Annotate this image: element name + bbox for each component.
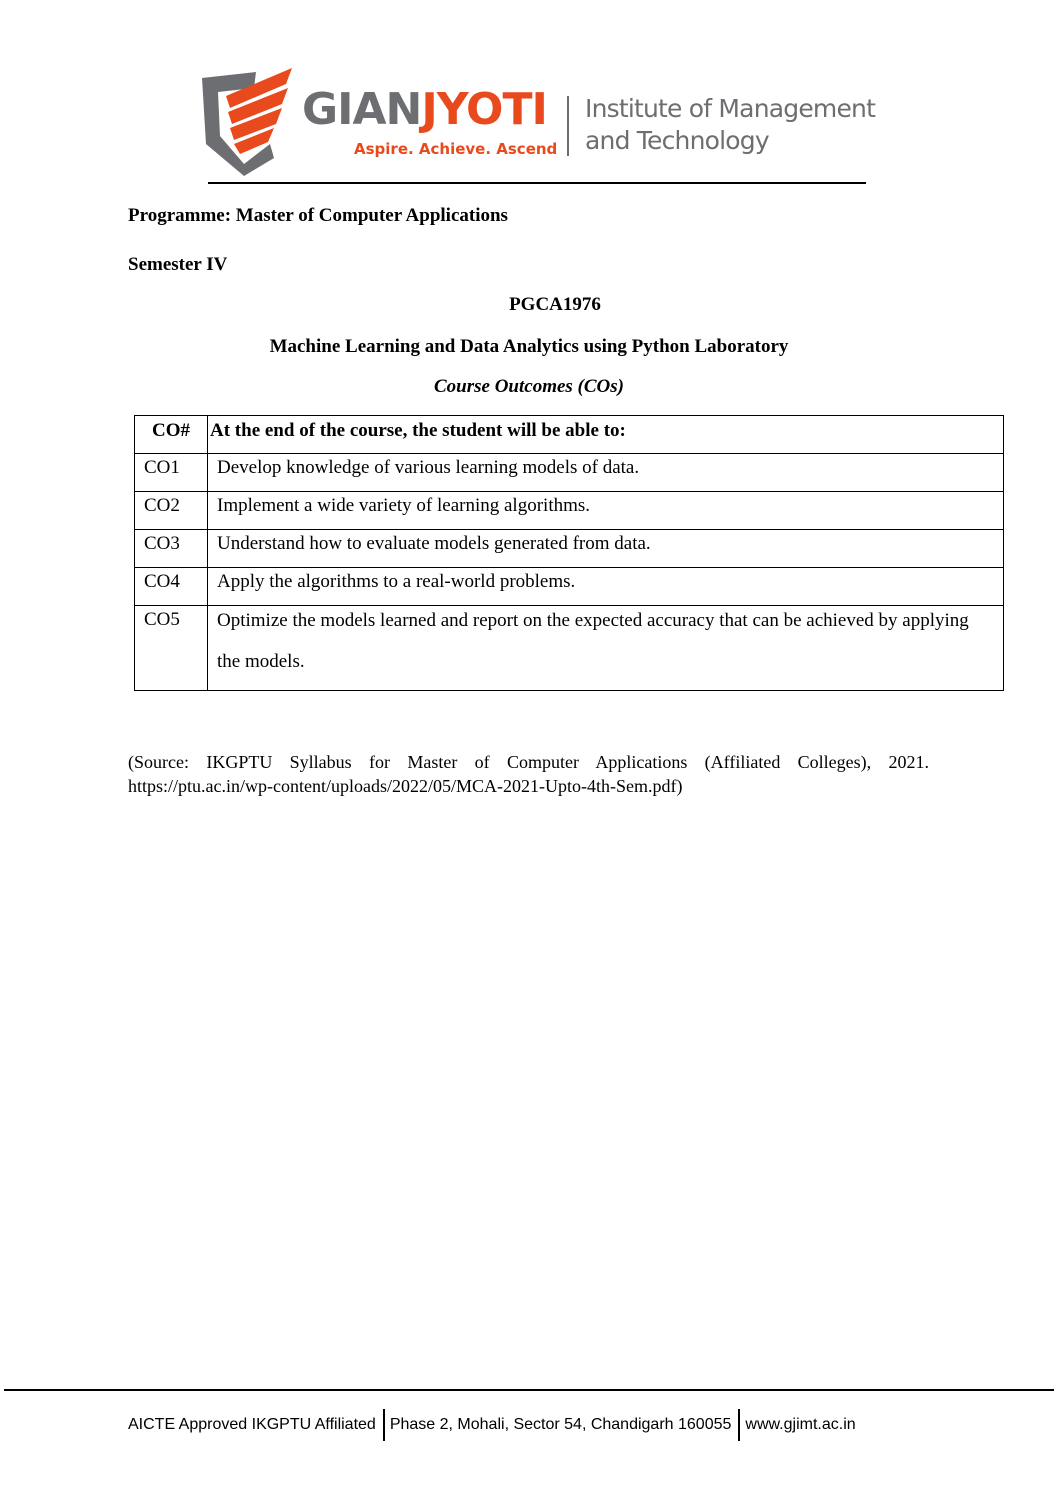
- institute-name-line1: Institute of Management: [585, 94, 876, 123]
- co-id-cell: CO5: [135, 606, 208, 691]
- co-id-cell: CO2: [135, 492, 208, 530]
- co-description-cell: [208, 606, 1004, 691]
- logo-divider: [567, 96, 569, 156]
- shield-wing-icon: [196, 66, 296, 176]
- table-row: [135, 454, 1004, 492]
- footer-address: Phase 2, Mohali, Sector 54, Chandigarh 160055: [389, 1416, 732, 1433]
- semester-label: Semester IV: [128, 254, 228, 275]
- programme-title: Programme: Master of Computer Applications: [128, 205, 508, 226]
- co-description-cell: Implement a wide variety of learning algorithms.: [208, 492, 1004, 530]
- table-header-row: [135, 416, 1004, 454]
- course-outcomes-table: [134, 415, 1004, 691]
- institute-name: [585, 93, 875, 157]
- course-title: Machine Learning and Data Analytics using Python Laboratory: [269, 336, 789, 357]
- source-citation-text: (Source: IKGPTU Syllabus for Master of Computer Applications (Affiliated Colleges), 2021.: [128, 752, 929, 772]
- co-id-cell: CO3: [135, 530, 208, 568]
- co-description-cell: Apply the algorithms to a real-world problems.: [208, 568, 1004, 606]
- page-footer: [128, 1408, 856, 1442]
- course-code: PGCA1976: [509, 294, 601, 315]
- brand-tagline: Aspire. Achieve. Ascend: [354, 140, 558, 158]
- source-url: https://ptu.ac.in/wp-content/uploads/2022/05/MCA-2021-Upto-4th-Sem.pdf): [128, 776, 683, 796]
- header-divider: [208, 182, 866, 184]
- co-id-cell: CO1: [135, 454, 208, 492]
- course-outcomes-heading: Course Outcomes (COs): [433, 376, 624, 397]
- brand-name-jyoti: JYOTI: [421, 84, 547, 135]
- table-row: [135, 530, 1004, 568]
- footer-separator: [738, 1409, 740, 1441]
- co-description-text: Optimize the models learned and report on the expected accuracy that can be achieved by applying the models.: [217, 610, 969, 672]
- co-description-cell: Develop knowledge of various learning models of data.: [208, 454, 1004, 492]
- column-header-co: CO#: [135, 416, 208, 454]
- co-description-cell: Understand how to evaluate models generated from data.: [208, 530, 1004, 568]
- source-citation: [128, 750, 929, 798]
- institute-name-line2: and Technology: [585, 126, 769, 155]
- brand-name-gian: GIAN: [302, 84, 422, 135]
- table-row: [135, 492, 1004, 530]
- footer-website: www.gjimt.ac.in: [745, 1416, 856, 1433]
- footer-divider: [4, 1389, 1054, 1391]
- footer-affiliation: AICTE Approved IKGPTU Affiliated: [128, 1416, 376, 1433]
- co-id-cell: CO4: [135, 568, 208, 606]
- table-row: [135, 606, 1004, 691]
- footer-separator: [383, 1409, 385, 1441]
- brand-name: [302, 84, 547, 135]
- institute-logo: [196, 66, 876, 178]
- column-header-outcome: At the end of the course, the student will be able to:: [208, 416, 1004, 454]
